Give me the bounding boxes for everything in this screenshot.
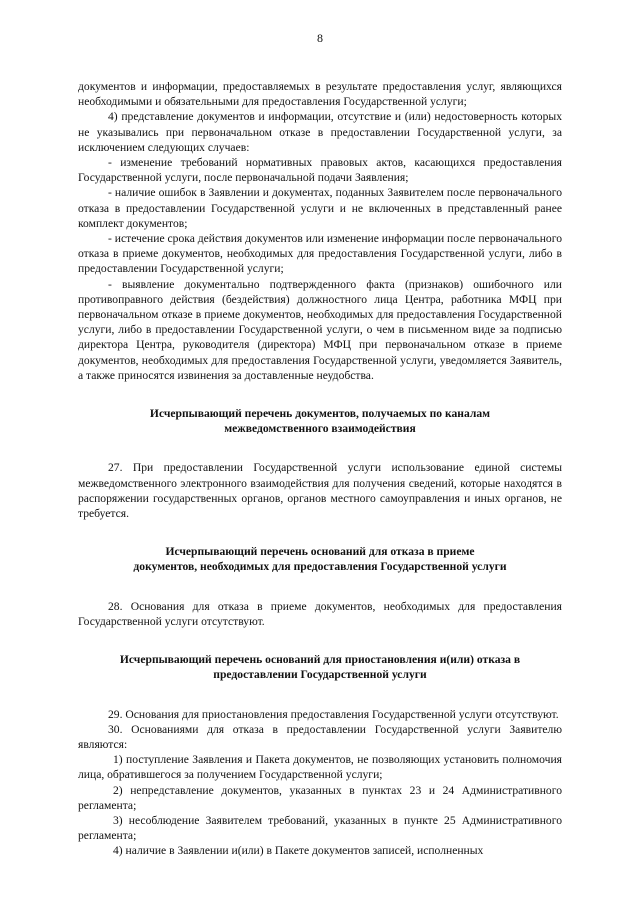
document-page <box>78 0 562 905</box>
paragraph-27: 27. При предоставлении Государственной услуги использование единой системы межведомственного электронного взаимодействия для получения сведений, которые находятся в распоряжении государственных органов, органов местного самоуправления и иных органов, не требуется. <box>78 461 562 521</box>
bullet-2: - наличие ошибок в Заявлении и документах, поданных Заявителем после первоначального отказа в предоставлении Государственной услуги и не включенных в представленный ранее комплект документов; <box>78 186 562 230</box>
section-heading-3 <box>78 652 562 682</box>
paragraph-29: 29. Основания для приостановления предоставления Государственной услуги отсутствуют. <box>108 707 559 721</box>
list-item-4: 4) наличие в Заявлении и(или) в Пакете документов записей, исполненных <box>113 844 484 858</box>
page-number: 8 <box>317 31 323 45</box>
document-body <box>78 79 562 859</box>
paragraph-continuation: документов и информации, предоставляемых в результате предоставления услуг, являющихся необходимыми и обязательными для предоставления Государственной услуги; <box>78 80 562 109</box>
paragraph-30: 30. Основаниями для отказа в предоставлении Государственной услуги Заявителю являются: <box>78 722 562 751</box>
section-heading-1-line1: Исчерпывающий перечень документов, получаемых по каналам <box>149 407 491 421</box>
section-heading-2 <box>78 544 562 574</box>
list-item-2: 2) непредставление документов, указанных в пунктах 23 и 24 Административного регламента; <box>78 783 562 812</box>
section-heading-1 <box>78 406 562 436</box>
list-item-3: 3) несоблюдение Заявителем требований, указанных в пункте 25 Административного регламента; <box>78 813 562 843</box>
paragraph-28: 28. Основания для отказа в приеме документов, необходимых для предоставления Государственной услуги отсутствуют. <box>78 599 562 628</box>
list-item-1: 1) поступление Заявления и Пакета документов, не позволяющих установить полномочия лица, обратившегося за получением Государственной услуги; <box>78 753 562 782</box>
bullet-3: - истечение срока действия документов или изменение информации после первоначального отказа в приеме документов, необходимых для предоставления Государственной услуги, либо в предоставлении Государственной услуги; <box>78 232 562 276</box>
bullet-4: - выявление документально подтвержденного факта (признаков) ошибочного или противоправного действия (бездействия) должностного лица Центра, работника МФЦ при первоначальном отказе в приеме документов, необходимых для предоставления Государственной услуги, либо в предоставлении Государственной услуги, о чем в письменном виде за подписью директора Центра, руководителя (директора) МФЦ при первоначальном отказе в приеме документов, необходимых для предоставления Государственной услуги, уведомляется Заявитель, а также приносятся извинения за доставленные неудобства. <box>78 277 562 382</box>
section-heading-2-line2: документов, необходимых для предоставления Государственной услуги <box>133 560 507 574</box>
paragraph-item-4: 4) представление документов и информации, отсутствие и (или) недостоверность которых не указывались при первоначальном отказе в предоставлении Государственной услуги, за исключением следующих случаев: <box>78 110 562 154</box>
section-heading-3-line2: предоставлении Государственной услуги <box>213 668 427 682</box>
bullet-1: - изменение требований нормативных правовых актов, касающихся предоставления Государственной услуги, после первоначальной подачи Заявления; <box>78 156 562 185</box>
section-heading-1-line2: межведомственного взаимодействия <box>224 422 416 436</box>
section-heading-2-line1: Исчерпывающий перечень оснований для отказа в приеме <box>165 545 475 559</box>
section-heading-3-line1: Исчерпывающий перечень оснований для приостановления и(или) отказа в <box>119 653 521 667</box>
